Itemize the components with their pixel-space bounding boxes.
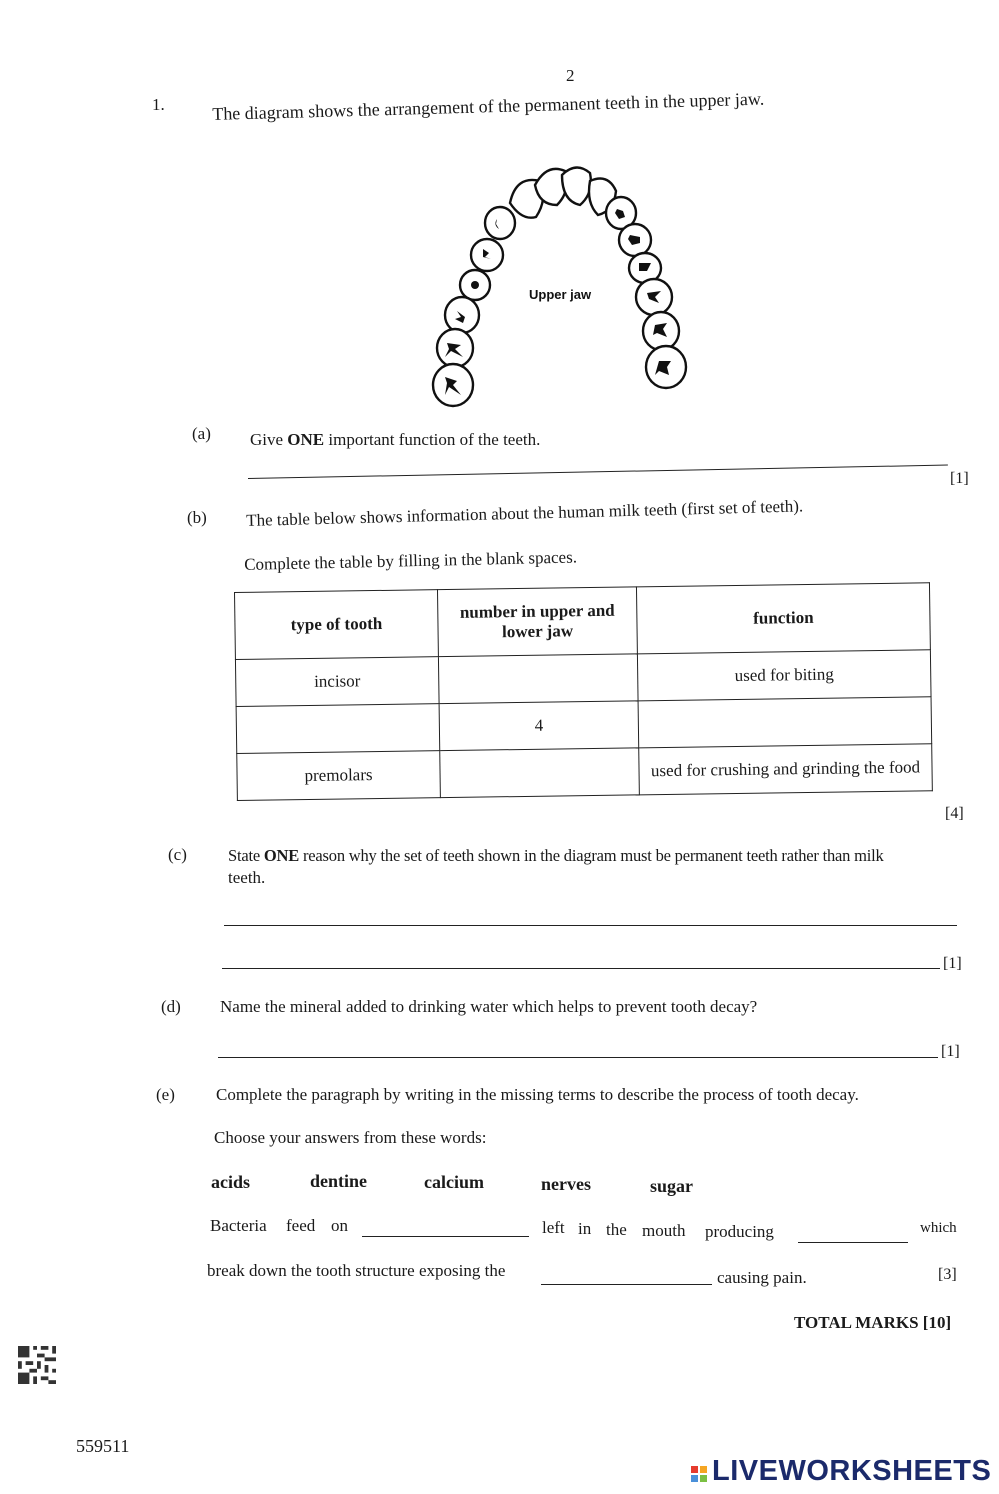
table-cell-blank[interactable]	[438, 654, 638, 704]
part-d-marks: [1]	[941, 1043, 960, 1060]
part-a-text-pre: Give	[250, 430, 288, 449]
part-c-label: (c)	[168, 845, 187, 864]
part-a-label: (a)	[192, 424, 211, 443]
part-a-answer-line[interactable]	[248, 465, 948, 479]
part-c-answer-line-2[interactable]	[222, 968, 940, 969]
barcode-icon	[18, 1346, 56, 1384]
word-choice: dentine	[310, 1171, 368, 1191]
table-header: type of tooth	[235, 590, 439, 660]
upper-jaw-diagram	[425, 165, 695, 415]
word-choice: calcium	[424, 1172, 484, 1192]
part-c-text-bold: ONE	[263, 846, 300, 865]
part-c-answer-line-1[interactable]	[224, 925, 957, 926]
table-cell: incisor	[235, 657, 439, 707]
blank-1[interactable]	[362, 1236, 529, 1237]
table-cell-blank[interactable]	[440, 748, 640, 798]
part-a-text-post: important function of the teeth.	[324, 430, 541, 449]
part-d-answer-line[interactable]	[218, 1057, 938, 1058]
part-b-label: (b)	[187, 508, 207, 527]
part-e-marks: [3]	[938, 1266, 957, 1283]
blank-2[interactable]	[798, 1242, 908, 1243]
table-cell-blank[interactable]	[236, 704, 440, 754]
para-word: on	[331, 1216, 348, 1235]
blank-3[interactable]	[541, 1284, 712, 1285]
diagram-label: Upper jaw	[529, 287, 592, 302]
part-c-marks: [1]	[943, 955, 962, 972]
part-e-label: (e)	[156, 1085, 175, 1104]
table-header-row	[235, 583, 931, 660]
table-cell: used for crushing and grinding the food	[639, 744, 933, 795]
part-d-label: (d)	[161, 997, 181, 1016]
word-choice: nerves	[541, 1174, 591, 1194]
part-b-marks: [4]	[945, 805, 964, 822]
para-word: Bacteria	[210, 1216, 267, 1235]
para-word: the	[606, 1220, 627, 1239]
tooth-shape	[562, 167, 591, 205]
table-cell: used for biting	[637, 650, 931, 701]
para-text: causing pain.	[717, 1268, 807, 1287]
para-word: in	[578, 1219, 592, 1238]
word-choice: acids	[211, 1172, 251, 1192]
table-header: number in upper and lower jaw	[437, 587, 637, 657]
part-c-text-pre: State	[228, 846, 264, 865]
milk-teeth-table	[234, 582, 933, 801]
part-a-text	[250, 430, 540, 450]
total-marks: TOTAL MARKS [10]	[794, 1313, 952, 1332]
logo-grid-icon	[690, 1465, 712, 1483]
para-word: producing	[705, 1222, 774, 1241]
part-a-text-bold: ONE	[287, 430, 325, 449]
liveworksheets-logo	[690, 1455, 991, 1488]
part-e-choose: Choose your answers from these words:	[214, 1128, 487, 1147]
footer-code: 559511	[76, 1436, 130, 1456]
part-b-instruction: Complete the table by filling in the blank spaces.	[244, 547, 578, 574]
para-text: break down the tooth structure exposing the	[207, 1261, 506, 1280]
part-c-text-line2: teeth.	[228, 868, 266, 887]
part-c-text	[228, 846, 884, 866]
para-word: feed	[286, 1216, 316, 1235]
table-row	[237, 744, 933, 801]
table-cell: 4	[439, 701, 639, 751]
para-word: left	[542, 1218, 565, 1237]
table-cell: premolars	[237, 751, 441, 801]
page-number: 2	[566, 66, 575, 85]
part-c-text-post: reason why the set of teeth shown in the diagram must be permanent teeth rather than milk	[299, 846, 884, 865]
para-word: which	[920, 1220, 957, 1236]
part-e-text: Complete the paragraph by writing in the missing terms to describe the process of tooth decay.	[216, 1085, 859, 1104]
question-intro: The diagram shows the arrangement of the permanent teeth in the upper jaw.	[212, 88, 765, 124]
tooth-shape	[485, 207, 515, 239]
part-d-text: Name the mineral added to drinking water which helps to prevent tooth decay?	[220, 997, 758, 1016]
part-a-marks: [1]	[950, 470, 969, 487]
part-b-text: The table below shows information about the human milk teeth (first set of teeth).	[246, 496, 804, 530]
para-word: mouth	[642, 1221, 686, 1240]
table-header: function	[636, 583, 930, 654]
table-cell-blank[interactable]	[638, 697, 932, 748]
question-number: 1.	[152, 95, 165, 114]
logo-text: LIVEWORKSHEETS	[712, 1455, 992, 1487]
word-choice: sugar	[650, 1176, 694, 1196]
